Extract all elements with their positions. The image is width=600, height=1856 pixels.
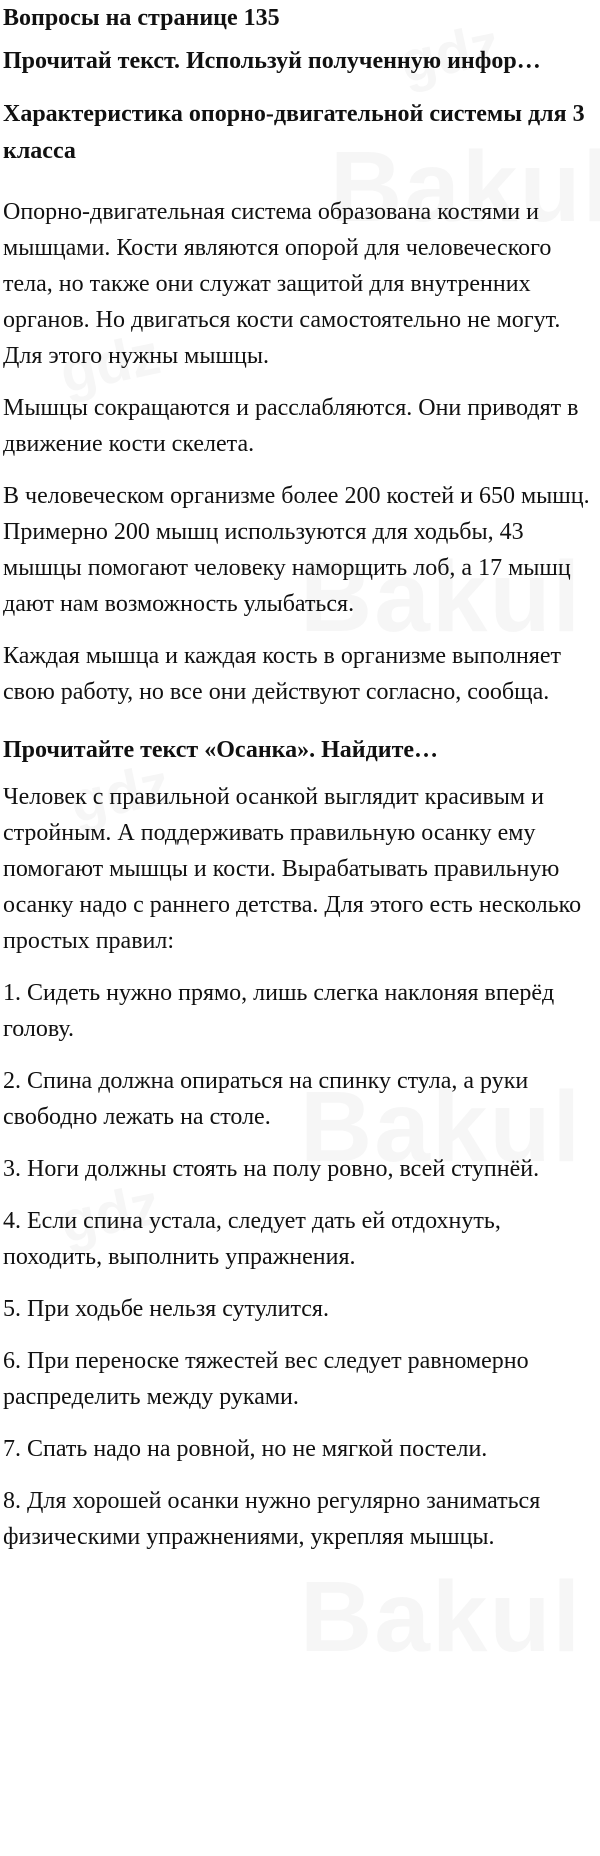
watermark-baku (300, 1560, 582, 1675)
task-heading-1: Прочитай текст. Используй полученную инфор… (3, 48, 541, 74)
paragraph: Мышцы сокращаются и расслабляются. Они приводят в движение кости скелета. (3, 395, 579, 457)
rule-item: 2. Спина должна опираться на спинку стула, а руки свободно лежать на столе. (3, 1068, 529, 1130)
paragraph: Каждая мышца и каждая кость в организме выполняет свою работу, но все они действуют согласно, сообща. (3, 643, 561, 705)
paragraph: Человек с правильной осанкой выглядит красивым и стройным. А поддерживать правильную осанку ему помогают мышцы и кости. Вырабатывать правильную осанку надо с раннего детства. Для этого есть несколько простых правил: (3, 784, 582, 954)
section-subtitle: Характеристика опорно-двигательной системы для 3 класса (3, 101, 585, 164)
rule-item: 1. Сидеть нужно прямо, лишь слегка наклоняя вперёд голову. (3, 980, 555, 1042)
page-title: Вопросы на странице 135 (3, 5, 280, 31)
paragraph: В человеческом организме более 200 костей и 650 мышц. Примерно 200 мышц используются для ходьбы, 43 мышцы помогают человеку наморщить лоб, а 17 мышц дают нам возможность улыбаться. (3, 483, 590, 617)
rule-item: 7. Спать надо на ровной, но не мягкой постели. (3, 1436, 488, 1462)
rule-item: 4. Если спина устала, следует дать ей отдохнуть, походить, выполнить упражнения. (3, 1208, 501, 1270)
rule-item: 8. Для хорошей осанки нужно регулярно заниматься физическими упражнениями, укрепляя мышцы. (3, 1488, 541, 1550)
rule-item: 5. При ходьбе нельзя сутулится. (3, 1296, 329, 1322)
rule-item: 3. Ноги должны стоять на полу ровно, всей ступнёй. (3, 1156, 540, 1182)
task-heading-2: Прочитайте текст «Осанка». Найдите… (3, 737, 439, 763)
rule-item: 6. При переноске тяжестей вес следует равномерно распределить между руками. (3, 1348, 529, 1410)
paragraph: Опорно-двигательная система образована костями и мышцами. Кости являются опорой для человеческого тела, но также они служат защитой для внутренних органов. Но двигаться кости самостоятельно не могут. Для этого нужны мышцы. (3, 199, 561, 369)
